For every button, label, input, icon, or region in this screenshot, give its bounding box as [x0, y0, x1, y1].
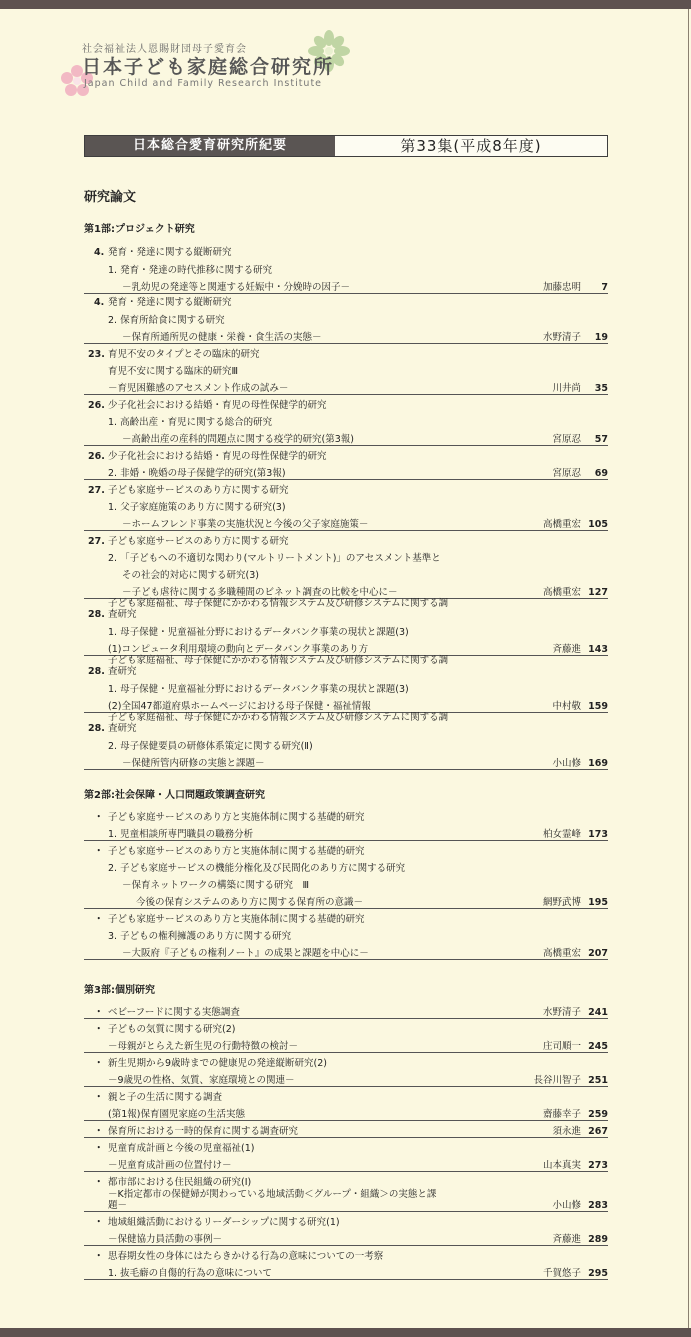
entry-l-text: 育児不安に関する臨床的研究Ⅲ — [108, 366, 239, 377]
entry-divider — [84, 840, 608, 841]
entry-number: 28. — [88, 609, 105, 620]
entry-divider — [84, 530, 608, 531]
entry-divider — [84, 293, 608, 294]
entry-l-text: 育児不安のタイプとその臨床的研究 — [108, 349, 260, 360]
entry-l-text: 子ども家庭サービスのあり方に関する研究 — [108, 485, 289, 496]
journal-title: 日本総合愛育研究所紀要 — [85, 136, 335, 156]
entry-l-text: 新生児期から9歳時までの健康児の発達縦断研究(2) — [108, 1058, 328, 1069]
bottom-bar — [0, 1328, 691, 1337]
entry-l-text: 発育・発達に関する縦断研究 — [108, 247, 232, 258]
entry-divider — [84, 1211, 608, 1212]
entry-l-text: 思春期女性の身体にはたらきかける行為の意味についての一考察 — [108, 1251, 384, 1262]
entry-number: 4. — [94, 247, 105, 258]
entry-page: 273 — [588, 1160, 608, 1171]
entry-page: 251 — [588, 1075, 608, 1086]
entry-author: 斉藤進 — [552, 1234, 581, 1245]
entry-page: 35 — [594, 383, 608, 394]
entry-page: 207 — [588, 948, 608, 959]
entry-page: 295 — [588, 1268, 608, 1279]
entry-page: 57 — [594, 434, 608, 445]
entry-page: 143 — [588, 644, 608, 655]
entry-divider — [84, 1137, 608, 1138]
entry-lb-text: 今後の保育システムのあり方に関する保育所の意識－ — [136, 897, 364, 908]
org-name: 社会福祉法人恩賜財団母子愛育会 — [82, 44, 247, 55]
entry-number: 4. — [94, 297, 105, 308]
entry-l-text: 地域組織活動におけるリーダーシップに関する研究(1) — [108, 1217, 340, 1228]
entry-author: 高橋重宏 — [542, 519, 581, 530]
entry-l-text: 2. 非婚・晩婚の母子保健学的研究(第3報) — [108, 468, 286, 479]
entry-l-text: －ホームフレンド事業の実施状況と今後の父子家庭施策－ — [122, 519, 369, 530]
entry-page: 7 — [601, 282, 608, 293]
entry-page: 241 — [588, 1007, 608, 1018]
top-bar — [0, 0, 691, 9]
entry-number: 28. — [88, 723, 105, 734]
entry-l-text: (2)全国47都道府県ホームページにおける母子保健・福祉情報 — [108, 701, 371, 712]
entry-number: ・ — [94, 812, 104, 823]
entry-divider — [84, 1120, 608, 1121]
entry-l-text: 2. 子ども家庭サービスの機能分権化及び民間化のあり方に関する研究 — [108, 863, 406, 874]
entry-l-text: 少子化社会における結婚・育児の母性保健学的研究 — [108, 451, 327, 462]
entry-l-text: 都市部における住民組織の研究(Ⅰ) — [108, 1177, 252, 1188]
entry-author: 水野清子 — [542, 1007, 581, 1018]
entry-divider — [84, 1052, 608, 1053]
entry-number: 28. — [88, 666, 105, 677]
part-2-heading: 第2部:社会保障・人口問題政策調査研究 — [84, 790, 265, 801]
entry-number: ・ — [94, 1024, 104, 1035]
entry-l-text: －高齢出産の産科的問題点に関する疫学的研究(第3報) — [122, 434, 354, 445]
entry-l-text: －保育ネットワークの構築に関する研究 Ⅲ — [122, 880, 310, 891]
entry-page: 69 — [594, 468, 608, 479]
entry-l-text: －乳幼児の発達等と関連する妊娠中・分娩時の因子－ — [122, 282, 351, 293]
entry-l-text: 1. 母子保健・児童福祉分野におけるデータバンク事業の現状と課題(3) — [108, 627, 409, 638]
entry-author: 須永進 — [552, 1126, 581, 1137]
entry-la-text: 子ども家庭福祉、母子保健にかかわる情報システム及び研修システムに関する調 — [108, 712, 449, 723]
entry-lb-text: 査研究 — [108, 666, 137, 677]
entry-author: 長谷川智子 — [533, 1075, 581, 1086]
entry-author: 小山修 — [552, 1200, 581, 1211]
entry-page: 105 — [588, 519, 608, 530]
entry-l-text: 2. 母子保健要員の研修体系策定に関する研究(Ⅱ) — [108, 741, 313, 752]
entry-author: 中村敬 — [552, 701, 581, 712]
entry-l-text: 児童育成計画と今後の児童福祉(1) — [108, 1143, 255, 1154]
volume-label: 第33集(平成8年度) — [400, 137, 542, 155]
entry-lb-text: 査研究 — [108, 723, 137, 734]
entry-divider — [84, 343, 608, 344]
entry-l-text: 1. 児童相談所専門職員の職務分析 — [108, 829, 254, 840]
entry-page: 289 — [588, 1234, 608, 1245]
entry-la-text: 子ども家庭福祉、母子保健にかかわる情報システム及び研修システムに関する調 — [108, 655, 449, 666]
entry-l-text: 少子化社会における結婚・育児の母性保健学的研究 — [108, 400, 327, 411]
entry-divider — [84, 394, 608, 395]
entry-l-text: (第1報)保育園児家庭の生活実態 — [108, 1109, 245, 1120]
entry-author: 網野武博 — [542, 897, 581, 908]
entry-number: ・ — [94, 1007, 104, 1018]
entry-number: ・ — [94, 1058, 104, 1069]
entry-l-text: (1)コンピュータ利用環境の動向とデータバンク事業のあり方 — [108, 644, 369, 655]
entry-number: ・ — [94, 1177, 104, 1188]
entry-page: 245 — [588, 1041, 608, 1052]
entry-author: 千賀悠子 — [542, 1268, 581, 1279]
entry-divider — [84, 1171, 608, 1172]
entry-l-text: －子ども虐待に関する多職種間のビネット調査の比較を中心に－ — [122, 587, 398, 598]
entry-number: 27. — [88, 536, 105, 547]
entry-l-text: －母親がとらえた新生児の行動特徴の検討－ — [108, 1041, 299, 1052]
entry-author: 宮原忍 — [552, 434, 581, 445]
entry-page: 259 — [588, 1109, 608, 1120]
entry-number: ・ — [94, 1126, 104, 1137]
entry-divider — [84, 1086, 608, 1087]
entry-number: ・ — [94, 846, 104, 857]
institute-name: 日本子ども家庭総合研究所 — [82, 56, 335, 78]
right-border — [688, 9, 689, 1328]
entry-divider — [84, 908, 608, 909]
entry-la-text: 子ども家庭福祉、母子保健にかかわる情報システム及び研修システムに関する調 — [108, 598, 449, 609]
entry-author: 齋藤幸子 — [542, 1109, 581, 1120]
entry-l-text: －保育所通所児の健康・栄養・食生活の実態－ — [122, 332, 322, 343]
entry-number: ・ — [94, 1092, 104, 1103]
entry-l-text: 発育・発達に関する縦断研究 — [108, 297, 232, 308]
entry-number: ・ — [94, 1217, 104, 1228]
entry-author: 柏女霊峰 — [542, 829, 581, 840]
entry-lb-text: その社会的対応に関する研究(3) — [122, 570, 259, 581]
entry-page: 19 — [594, 332, 608, 343]
entry-divider — [84, 959, 608, 960]
institute-name-en: Japan Child and Family Research Institute — [84, 78, 323, 89]
entry-l-text: 1. 抜毛癖の自傷的行為の意味について — [108, 1268, 272, 1279]
entry-l-text: 1. 高齢出産・育児に関する総合的研究 — [108, 417, 273, 428]
entry-page: 127 — [588, 587, 608, 598]
journal-title-box — [84, 135, 608, 157]
institute-logo[interactable] — [60, 30, 360, 110]
entry-l-text: －大阪府『子どもの権利ノート』の成果と課題を中心に－ — [122, 948, 369, 959]
entry-divider — [84, 769, 608, 770]
entry-number: ・ — [94, 1251, 104, 1262]
entry-l-text: 保育所における一時的保育に関する調査研究 — [108, 1126, 299, 1137]
entry-l-text: 子ども家庭サービスのあり方と実施体制に関する基礎的研究 — [108, 846, 365, 857]
entry-page: 283 — [588, 1200, 608, 1211]
entry-author: 川井尚 — [552, 383, 581, 394]
section-heading: 研究論文 — [84, 190, 137, 205]
entry-l-text: 1. 母子保健・児童福祉分野におけるデータバンク事業の現状と課題(3) — [108, 684, 409, 695]
entry-l-text: －育児困難感のアセスメント作成の試み－ — [108, 383, 289, 394]
entry-l-text: －9歳児の性格、気質、家庭環境との関連－ — [108, 1075, 295, 1086]
entry-l-text: 2. 保育所給食に関する研究 — [108, 315, 225, 326]
entry-divider — [84, 445, 608, 446]
entry-page: 173 — [588, 829, 608, 840]
entry-l-text: 子どもの気質に関する研究(2) — [108, 1024, 236, 1035]
entry-author: 斉藤進 — [552, 644, 581, 655]
entry-l-text: ベビーフードに関する実態調査 — [108, 1007, 240, 1018]
entry-l-text: 3. 子どもの権利擁護のあり方に関する研究 — [108, 931, 292, 942]
entry-number: 26. — [88, 400, 105, 411]
entry-page: 159 — [588, 701, 608, 712]
part-1-heading: 第1部:プロジェクト研究 — [84, 224, 195, 235]
entry-author: 高橋重宏 — [542, 948, 581, 959]
entry-l-text: 親と子の生活に関する調査 — [108, 1092, 223, 1103]
entry-l-text: －児童育成計画の位置付け－ — [108, 1160, 232, 1171]
entry-l-text: 1. 発育・発達の時代推移に関する研究 — [108, 265, 273, 276]
entry-author: 庄司順一 — [542, 1041, 581, 1052]
entry-page: 267 — [588, 1126, 608, 1137]
entry-divider — [84, 479, 608, 480]
entry-author: 山本真実 — [542, 1160, 581, 1171]
entry-l-text: 1. 父子家庭施策のあり方に関する研究(3) — [108, 502, 286, 513]
entry-divider — [84, 1245, 608, 1246]
entry-divider — [84, 1018, 608, 1019]
entry-l-text: 子ども家庭サービスのあり方に関する研究 — [108, 536, 289, 547]
entry-author: 高橋重宏 — [542, 587, 581, 598]
entry-lb-text: 題－ — [108, 1200, 128, 1211]
entry-author: 加藤忠明 — [542, 282, 581, 293]
entry-page: 169 — [588, 758, 608, 769]
entry-number: 27. — [88, 485, 105, 496]
entry-lb-text: 査研究 — [108, 609, 137, 620]
entry-l-text: 子ども家庭サービスのあり方と実施体制に関する基礎的研究 — [108, 914, 365, 925]
entry-l-text: 子ども家庭サービスのあり方と実施体制に関する基礎的研究 — [108, 812, 365, 823]
entry-author: 水野清子 — [542, 332, 581, 343]
entry-divider — [84, 1279, 608, 1280]
entry-author: 宮原忍 — [552, 468, 581, 479]
entry-l-text: 2. 「子どもへの不適切な関わり(マルトリートメント)」のアセスメント基準と — [108, 553, 441, 564]
entry-l-text: －K指定都市の保健婦が関わっている地域活動＜グループ・組織＞の実態と課 — [108, 1189, 437, 1200]
part-3-heading: 第3部:個別研究 — [84, 985, 155, 996]
entry-l-text: －保健所管内研修の実態と課題－ — [122, 758, 265, 769]
entry-number: 23. — [88, 349, 105, 360]
entry-number: ・ — [94, 1143, 104, 1154]
entry-number: ・ — [94, 914, 104, 925]
entry-l-text: －保健協力員活動の事例－ — [108, 1234, 223, 1245]
entry-number: 26. — [88, 451, 105, 462]
entry-page: 195 — [588, 897, 608, 908]
entry-author: 小山修 — [552, 758, 581, 769]
